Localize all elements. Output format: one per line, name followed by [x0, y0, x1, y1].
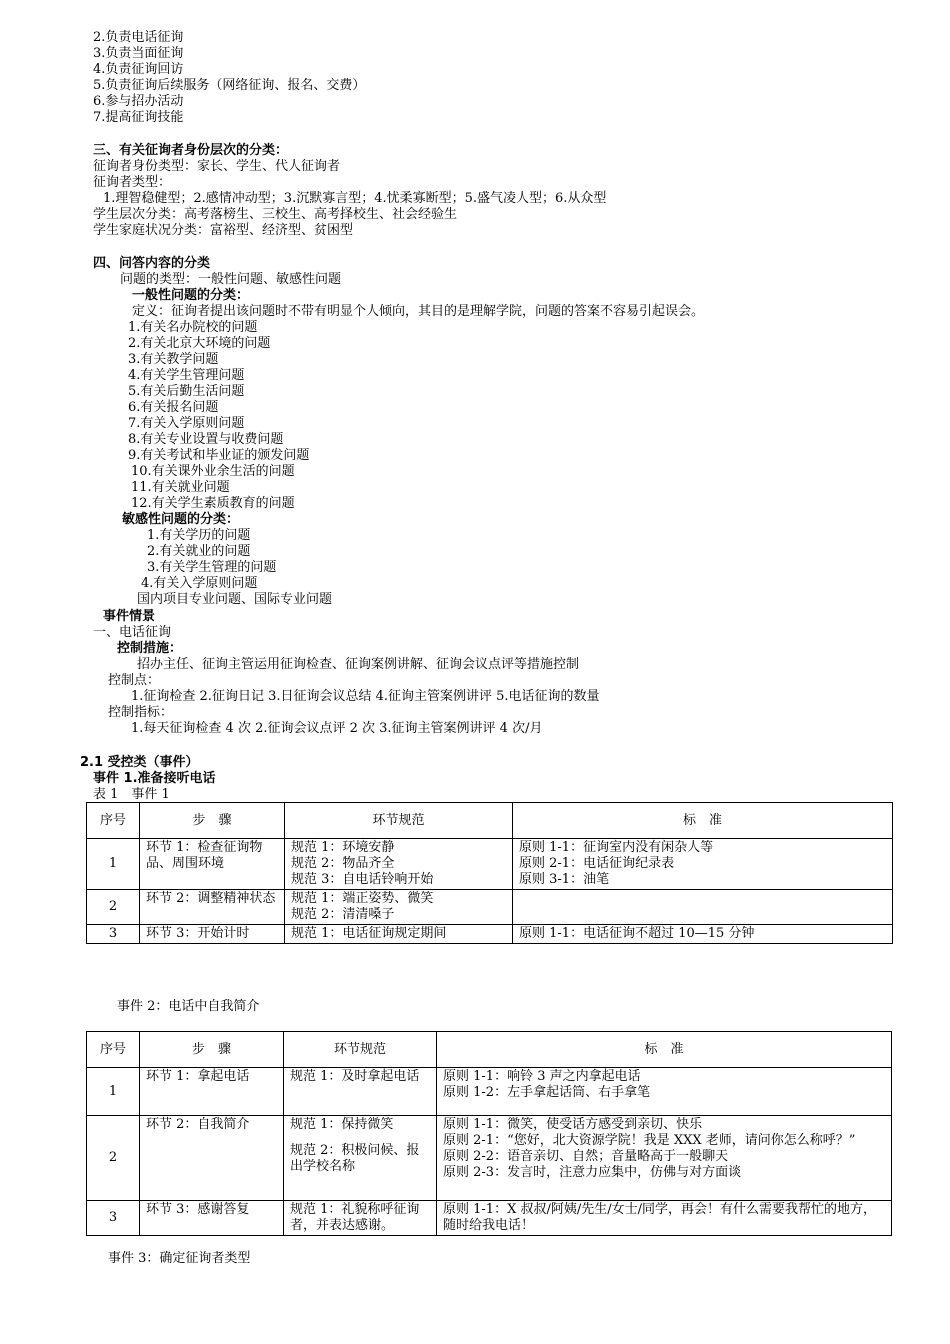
- row-norm: 规范 1：及时拿起电话: [290, 1069, 420, 1084]
- student-level: 学生层次分类：高考落榜生、三校生、高考择校生、社会经验生: [93, 207, 458, 222]
- row-step: 环节 2：调整精神状态: [140, 890, 285, 925]
- definition: 定义：征询者提出该问题时不带有明显个人倾向，其目的是理解学院，问题的答案不容易引起误会。: [132, 304, 705, 319]
- row-std: 原则 1-1：征询室内没有闲杂人等: [519, 840, 714, 855]
- row-norm: 规范 3：自电话铃响开始: [291, 872, 434, 887]
- family-status: 学生家庭状况分类：富裕型、经济型、贫困型: [93, 223, 354, 238]
- event1-title: 事件 1.准备接听电话: [93, 771, 216, 786]
- row-num: 2: [87, 890, 140, 925]
- header-std: 标 准: [513, 803, 893, 839]
- event2-title: 事件 2：电话中自我简介: [117, 999, 260, 1014]
- duty-item: 3.负责当面征询: [93, 46, 184, 61]
- domestic-intl: 国内项目专业问题、国际专业问题: [137, 592, 333, 607]
- row-num: 1: [87, 839, 140, 890]
- general-item: 1.有关名办院校的问题: [128, 320, 258, 335]
- row-step: 环节 1：检查征询物品、周围环境: [140, 839, 285, 890]
- phone-heading: 一、电话征询: [93, 625, 172, 640]
- row-norm: 规范 2：积极问候、报出学校名称: [290, 1143, 420, 1174]
- row-norm: 规范 1：电话征询规定期间: [291, 926, 447, 941]
- row-norm: 规范 1：礼貌称呼征询者，并表达感谢。: [290, 1202, 420, 1233]
- header-num: 序号: [87, 1032, 140, 1068]
- general-item: 9.有关考试和毕业证的颁发问题: [128, 448, 310, 463]
- general-item: 7.有关入学原则问题: [128, 416, 245, 431]
- row-num: 3: [87, 1201, 140, 1236]
- general-heading: 一般性问题的分类：: [132, 288, 250, 303]
- table1-caption: 表 1 事件 1: [93, 787, 170, 802]
- row-norm: 规范 2：清清嗓子: [291, 907, 395, 922]
- sensitive-item: 3.有关学生管理的问题: [147, 560, 277, 575]
- row-std: 原则 2-1：“您好，北大资源学院！我是 XXX 老师，请问你怎么称呼？”: [443, 1133, 856, 1148]
- sensitive-item: 2.有关就业的问题: [147, 544, 251, 559]
- duty-item: 5.负责征询后续服务（网络征询、报名、交费）: [93, 78, 366, 93]
- row-std: 原则 1-1：X 叔叔/阿姨/先生/女士/同学，再会！有什么需要我帮忙的地方，随时给我电话！: [443, 1202, 876, 1233]
- general-item: 12.有关学生素质教育的问题: [131, 496, 295, 511]
- row-norm: 规范 1：保持微笑: [290, 1117, 394, 1132]
- identity-types: 征询者身份类型：家长、学生、代人征询者: [93, 159, 341, 174]
- general-item: 5.有关后勤生活问题: [128, 384, 245, 399]
- section3-heading: 三、有关征询者身份层次的分类：: [93, 143, 289, 158]
- type-label: 征询者类型：: [93, 175, 172, 190]
- row-std: [513, 890, 893, 925]
- header-norm: 环节规范: [285, 803, 513, 839]
- header-num: 序号: [87, 803, 140, 839]
- table-row: [87, 839, 893, 890]
- row-step: 环节 3：开始计时: [140, 925, 285, 944]
- row-std: 原则 3-1：油笔: [519, 872, 610, 887]
- row-std: 原则 1-1：微笑，使受话方感受到亲切、快乐: [443, 1117, 703, 1132]
- row-step: 环节 3：感谢答复: [140, 1201, 284, 1236]
- row-step: 环节 2：自我简介: [140, 1116, 284, 1201]
- row-std: 原则 1-2：左手拿起话筒、右手拿笔: [443, 1085, 651, 1100]
- question-types: 问题的类型：一般性问题、敏感性问题: [120, 272, 342, 287]
- row-num: 1: [87, 1068, 140, 1116]
- general-item: 2.有关北京大环境的问题: [128, 336, 271, 351]
- duty-item: 7.提高征询技能: [93, 110, 184, 125]
- header-step: 步 骤: [140, 1032, 284, 1068]
- general-item: 11.有关就业问题: [131, 480, 230, 495]
- row-std: 原则 2-1：电话征询纪录表: [519, 856, 675, 871]
- event1-table: [86, 802, 893, 944]
- row-std: 原则 2-2：语音亲切、自然；音量略高于一般聊天: [443, 1149, 729, 1164]
- table-row: [87, 890, 893, 925]
- row-std: 原则 1-1：电话征询不超过 10—15 分钟: [519, 926, 755, 941]
- metrics-label: 控制指标：: [108, 705, 174, 720]
- table-row: [87, 1201, 892, 1236]
- control-metrics: 1.每天征询检查 4 次 2.征询会议点评 2 次 3.征询主管案例讲评 4 次/月: [131, 721, 543, 736]
- section21-heading: 2.1 受控类（事件）: [80, 755, 199, 770]
- row-num: 3: [87, 925, 140, 944]
- sensitive-heading: 敏感性问题的分类：: [122, 512, 240, 527]
- sensitive-item: 1.有关学历的问题: [147, 528, 251, 543]
- header-step: 步 骤: [140, 803, 285, 839]
- header-norm: 环节规范: [284, 1032, 437, 1068]
- scenario-heading: 事件情景: [103, 609, 156, 624]
- table-row: [87, 925, 893, 944]
- general-item: 6.有关报名问题: [128, 400, 219, 415]
- section4-heading: 四、问答内容的分类: [93, 256, 211, 271]
- duty-item: 4.负责征询回访: [93, 62, 184, 77]
- duty-item: 6.参与招办活动: [93, 94, 184, 109]
- general-item: 4.有关学生管理问题: [128, 368, 245, 383]
- sensitive-item: 4.有关入学原则问题: [141, 576, 258, 591]
- control-text: 招办主任、征询主管运用征询检查、征询案例讲解、征询会议点评等措施控制: [137, 657, 580, 672]
- general-item: 8.有关专业设置与收费问题: [128, 432, 284, 447]
- row-num: 2: [87, 1116, 140, 1201]
- row-std: 原则 2-3：发言时，注意力应集中，仿佛与对方面谈: [443, 1165, 742, 1180]
- row-std: 原则 1-1：响铃 3 声之内拿起电话: [443, 1069, 641, 1084]
- control-heading: 控制措施：: [117, 641, 183, 656]
- general-item: 10.有关课外业余生活的问题: [131, 464, 295, 479]
- control-points: 1.征询检查 2.征询日记 3.日征询会议总结 4.征询主管案例讲评 5.电话征询的数量: [131, 689, 600, 704]
- consultant-types: 1.理智稳健型；2.感情冲动型；3.沉默寡言型；4.忧柔寡断型；5.盛气凌人型；6.从众型: [103, 191, 607, 206]
- general-item: 3.有关教学问题: [128, 352, 219, 367]
- row-norm: 规范 1：环境安静: [291, 840, 395, 855]
- table-row: [87, 1116, 892, 1201]
- event3-title: 事件 3：确定征询者类型: [108, 1251, 251, 1266]
- row-step: 环节 1：拿起电话: [140, 1068, 284, 1116]
- row-norm: 规范 1：端正姿势、微笑: [291, 891, 434, 906]
- row-norm-spacer: [290, 1133, 430, 1143]
- header-std: 标 准: [437, 1032, 892, 1068]
- row-norm: 规范 2：物品齐全: [291, 856, 395, 871]
- table-row: [87, 1068, 892, 1116]
- duty-item: 2.负责电话征询: [93, 30, 184, 45]
- event2-table: [86, 1031, 892, 1236]
- points-label: 控制点：: [108, 673, 161, 688]
